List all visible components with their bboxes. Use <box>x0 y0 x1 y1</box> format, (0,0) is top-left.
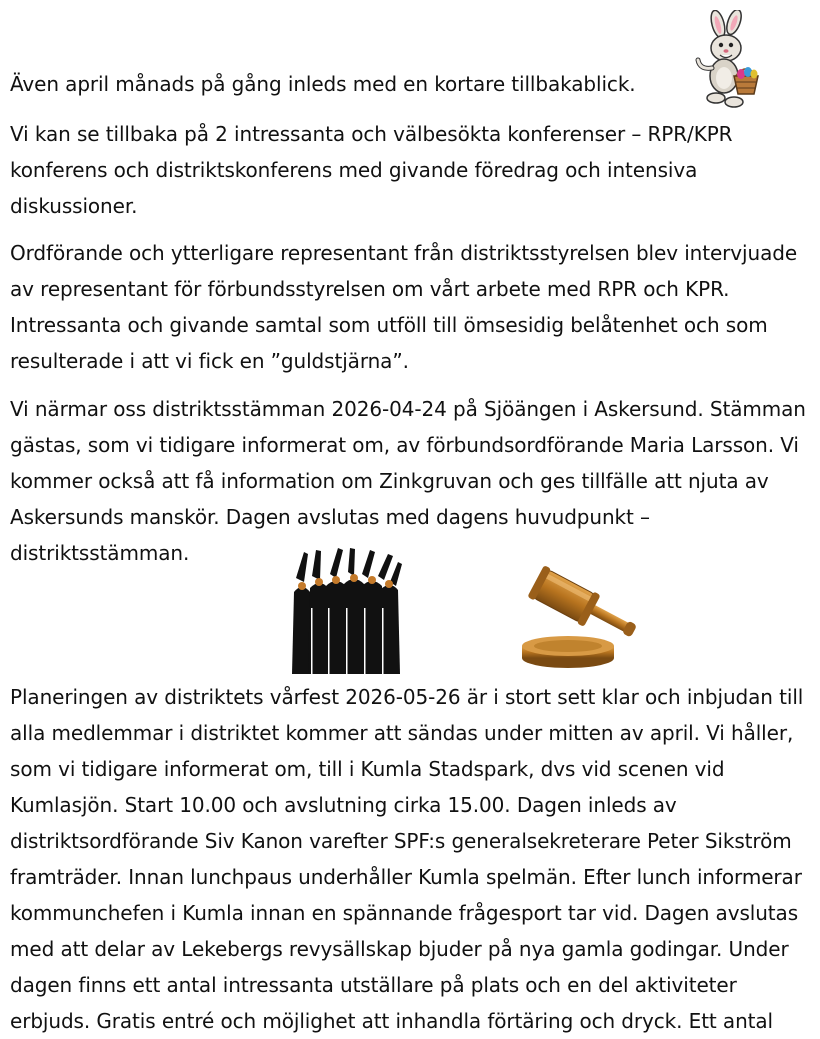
paragraph-intro: Även april månads på gång inleds med en kortare tillbakablick. <box>10 72 636 96</box>
gavel-icon <box>514 562 638 672</box>
paragraph-district-meeting: Vi närmar oss distriktsstämman 2026-04-24 på Sjöängen i Askersund. Stämman gästas, som vi tidigare informerat om, av förbundsordförande Maria Larsson. Vi kommer också att få information om Zinkgruvan och ges tillfälle att njuta av Askersunds manskör. Dagen avslutas med dagens huvudpunkt – distriktsstämman. <box>10 397 806 565</box>
choir-icon <box>290 548 402 676</box>
paragraph-spring-party: Planeringen av distriktets vårfest 2026-05-26 är i stort sett klar och inbjudan till alla medlemmar i distriktet kommer att sändas under mitten av april. Vi håller, som vi tidigare informerat om, till i Kumla Stadspark, dvs vid scenen vid Kumlasjön. Start 10.00 och avslutning cirka 15.00. Dagen inleds av distriktsordförande Siv Kanon varefter SPF:s generalsekreterare Peter Sikström framträder. Innan lunchpaus underhåller Kumla spelmän. Efter lunch informerar kommunchefen i Kumla innan en spännande frågesport tar vid. Dagen avslutas med att delar av Lekebergs revysällskap bjuder på nya gamla godingar. Under dagen finns ett antal intressanta utställare på plats och en del aktiviteter erbjuds. Gratis entré och möjlighet att inhandla förtäring och dryck. Ett antal <box>10 685 804 1033</box>
paragraph-interview: Ordförande och ytterligare representant från distriktsstyrelsen blev intervjuade av representant för förbundsstyrelsen om vårt arbete med RPR och KPR. Intressanta och givande samtal som utföll till ömsesidig belåtenhet och som resulterade i att vi fick en ”guldstjärna”. <box>10 241 798 373</box>
easter-bunny-icon <box>684 10 770 112</box>
paragraph-conferences: Vi kan se tillbaka på 2 intressanta och välbesökta konferenser – RPR/KPR konferens och distriktskonferens med givande föredrag och intensiva diskussioner. <box>10 122 733 218</box>
